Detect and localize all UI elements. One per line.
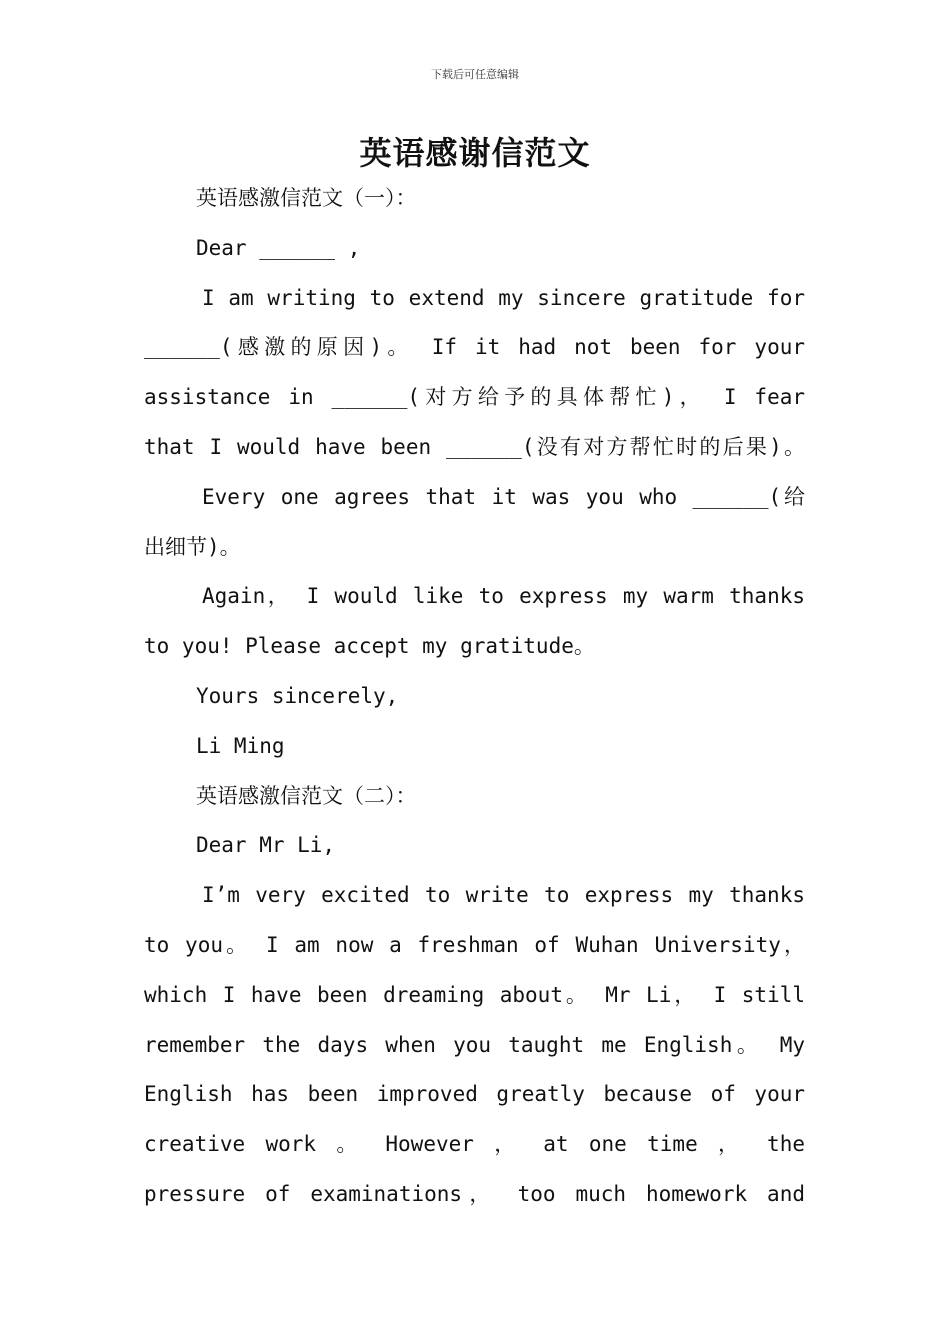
paragraph-line: I’m very excited to write to express my thanks xyxy=(202,883,805,908)
paragraph-line: Every one agrees that it was you who ______(给 xyxy=(202,484,805,509)
paragraph-line: that I would have been ______(没有对方帮忙时的后果)。 xyxy=(144,434,805,459)
paragraph-line: 出细节)。 xyxy=(144,534,241,559)
paragraph-line: ______(感激的原因)。 If it had not been for your xyxy=(144,335,805,360)
signature-name: Li Ming xyxy=(196,733,285,758)
section-heading-2: 英语感激信范文（二）： xyxy=(196,783,417,808)
closing: Yours sincerely, xyxy=(196,683,399,708)
paragraph-line: I am writing to extend my sincere gratitude for xyxy=(202,285,805,310)
paragraph-line: creative work 。 However ， at one time ， the xyxy=(144,1132,805,1157)
document-title: 英语感谢信范文 xyxy=(359,134,591,172)
paragraph-line: assistance in ______(对方给予的具体帮忙)， I fear xyxy=(144,385,805,410)
paragraph-line: remember the days when you taught me English。 My xyxy=(144,1032,805,1057)
section-heading-1: 英语感激信范文（一）： xyxy=(196,186,417,210)
paragraph-line: to you。 I am now a freshman of Wuhan University， xyxy=(144,932,805,957)
paragraph-line: Again， I would like to express my warm thanks xyxy=(202,584,805,609)
letter-body xyxy=(144,174,805,1220)
header-note: 下载后可任意编辑 xyxy=(431,68,519,81)
paragraph-line: pressure of examinations， too much homework and xyxy=(144,1181,805,1206)
paragraph-line: English has been improved greatly because of your xyxy=(144,1082,805,1107)
salutation-2: Dear Mr Li, xyxy=(196,833,336,858)
paragraph-line: which I have been dreaming about。 Mr Li， I still xyxy=(144,982,805,1007)
paragraph-line: to you! Please accept my gratitude。 xyxy=(144,634,595,659)
salutation-1: Dear ______ , xyxy=(196,235,361,260)
